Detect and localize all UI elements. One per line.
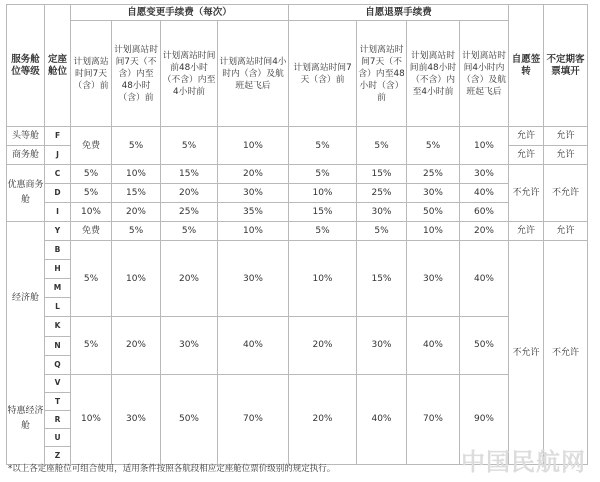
code-v: V <box>45 374 71 392</box>
endorse-promo: 不允许 <box>509 165 544 222</box>
code-h: H <box>45 260 71 279</box>
cell: 10% <box>218 222 289 241</box>
cell: 20% <box>112 203 161 222</box>
cell: 20% <box>161 184 218 203</box>
cell: 5% <box>357 127 407 165</box>
table-row <box>7 127 588 146</box>
code-t: T <box>45 393 71 411</box>
cell: 40% <box>460 184 509 203</box>
code-c: C <box>45 165 71 184</box>
table-row <box>7 203 588 222</box>
open-y: 允许 <box>544 222 588 241</box>
table-row <box>7 165 588 184</box>
cell: 35% <box>218 203 289 222</box>
class-special-economy: 特惠经济舱 <box>7 406 44 431</box>
subheader-refund-1: 计划离站时间7天（含）前 <box>289 21 357 127</box>
cell: 30% <box>161 317 218 374</box>
cell: 15% <box>357 165 407 184</box>
code-m: M <box>45 279 71 298</box>
fee-table <box>6 4 588 465</box>
cell: 30% <box>460 165 509 184</box>
cell: 10% <box>460 127 509 165</box>
code-y: Y <box>45 222 71 241</box>
cell: 20% <box>289 374 357 464</box>
cell: 20% <box>289 317 357 374</box>
open-promo: 不允许 <box>544 165 588 222</box>
subheader-refund-4: 计划离站时间4小时内（含）及航班起飞后 <box>460 21 509 127</box>
class-promo-business: 优惠商务舱 <box>7 165 45 222</box>
cell: 30% <box>357 317 407 374</box>
cell: 60% <box>460 203 509 222</box>
table-row <box>7 222 588 241</box>
code-q: Q <box>45 355 71 374</box>
subheader-change-2: 计划离站时间7天（不含）内至48小时（含）前 <box>112 21 161 127</box>
class-business: 商务舱 <box>7 146 45 165</box>
cell: 5% <box>357 222 407 241</box>
cell: 15% <box>289 203 357 222</box>
open-f: 允许 <box>544 127 588 146</box>
cell: 40% <box>218 317 289 374</box>
cell: 5% <box>71 184 112 203</box>
cell: 免费 <box>71 222 112 241</box>
header-booking-class: 定座舱位 <box>45 5 71 127</box>
cell: 70% <box>407 374 460 464</box>
subheader-change-4: 计划离站时间4小时内（含）及航班起飞后 <box>218 21 289 127</box>
cell: 70% <box>218 374 289 464</box>
class-economy: 经济舱 <box>11 293 39 303</box>
code-r: R <box>45 411 71 429</box>
cell: 10% <box>289 184 357 203</box>
cell: 5% <box>71 165 112 184</box>
endorse-f: 允许 <box>509 127 544 146</box>
cell: 免费 <box>71 127 112 165</box>
cell: 5% <box>289 127 357 165</box>
cell: 10% <box>71 203 112 222</box>
cell: 25% <box>407 165 460 184</box>
code-k: K <box>45 317 71 336</box>
table-row <box>7 241 588 260</box>
header-endorse: 自愿签转 <box>509 5 544 127</box>
cell: 25% <box>161 203 218 222</box>
cell: 50% <box>460 317 509 374</box>
code-n: N <box>45 336 71 355</box>
cell: 40% <box>357 374 407 464</box>
cell: 50% <box>161 374 218 464</box>
cell: 5% <box>71 241 112 317</box>
endorse-y: 允许 <box>509 222 544 241</box>
cell: 10% <box>407 222 460 241</box>
cell: 40% <box>460 241 509 317</box>
subheader-change-3: 计划离站时间前48小时（不含）内至4小时前 <box>161 21 218 127</box>
cell: 30% <box>112 374 161 464</box>
cell: 5% <box>112 222 161 241</box>
class-economy-group <box>7 222 45 465</box>
code-u: U <box>45 429 71 447</box>
cell: 10% <box>71 374 112 464</box>
cell: 5% <box>161 127 218 165</box>
header-service-class: 服务舱位等级 <box>7 5 45 127</box>
watermark: 中国民航网 <box>461 448 586 476</box>
table-row <box>7 184 588 203</box>
cell: 10% <box>218 127 289 165</box>
code-f: F <box>45 127 71 146</box>
code-j: J <box>45 146 71 165</box>
endorse-economy: 不允许 <box>509 241 544 465</box>
cell: 10% <box>112 165 161 184</box>
cell: 20% <box>112 317 161 374</box>
cell: 40% <box>407 317 460 374</box>
cell: 30% <box>218 184 289 203</box>
cell: 30% <box>357 203 407 222</box>
cell: 10% <box>112 241 161 317</box>
cell: 15% <box>112 184 161 203</box>
cell: 25% <box>357 184 407 203</box>
cell: 5% <box>112 127 161 165</box>
code-b: B <box>45 241 71 260</box>
cell: 30% <box>407 241 460 317</box>
table-row <box>7 374 588 392</box>
cell: 15% <box>161 165 218 184</box>
footnote: *以上各定座舱位可组合使用，适用条件按照各航段相应定座舱位票价级别的规定执行。 <box>8 464 336 474</box>
cell: 5% <box>71 317 112 374</box>
class-first: 头等舱 <box>7 127 45 146</box>
cell: 20% <box>460 222 509 241</box>
subheader-change-1: 计划离站时间7天（含）前 <box>71 21 112 127</box>
table-row <box>7 317 588 336</box>
open-j: 允许 <box>544 146 588 165</box>
cell: 5% <box>289 222 357 241</box>
code-d: D <box>45 184 71 203</box>
code-l: L <box>45 298 71 317</box>
cell: 5% <box>161 222 218 241</box>
cell: 15% <box>357 241 407 317</box>
header-open-ticket: 不定期客票填开 <box>544 5 588 127</box>
subheader-refund-3: 计划离站时间前48小时（不含）内至4小时前 <box>407 21 460 127</box>
cell: 50% <box>407 203 460 222</box>
cell: 10% <box>289 241 357 317</box>
header-refund-fee: 自愿退票手续费 <box>289 5 509 21</box>
cell: 30% <box>218 241 289 317</box>
cell: 20% <box>218 165 289 184</box>
cell: 90% <box>460 374 509 464</box>
endorse-j: 允许 <box>509 146 544 165</box>
subheader-refund-2: 计划离站时间7天（不含）内至48小时（含）前 <box>357 21 407 127</box>
cell: 20% <box>161 241 218 317</box>
open-economy: 不允许 <box>544 241 588 465</box>
cell: 5% <box>289 165 357 184</box>
cell: 30% <box>407 184 460 203</box>
code-z: Z <box>45 447 71 465</box>
header-change-fee: 自愿变更手续费（每次） <box>71 5 289 21</box>
code-i: I <box>45 203 71 222</box>
cell: 5% <box>407 127 460 165</box>
